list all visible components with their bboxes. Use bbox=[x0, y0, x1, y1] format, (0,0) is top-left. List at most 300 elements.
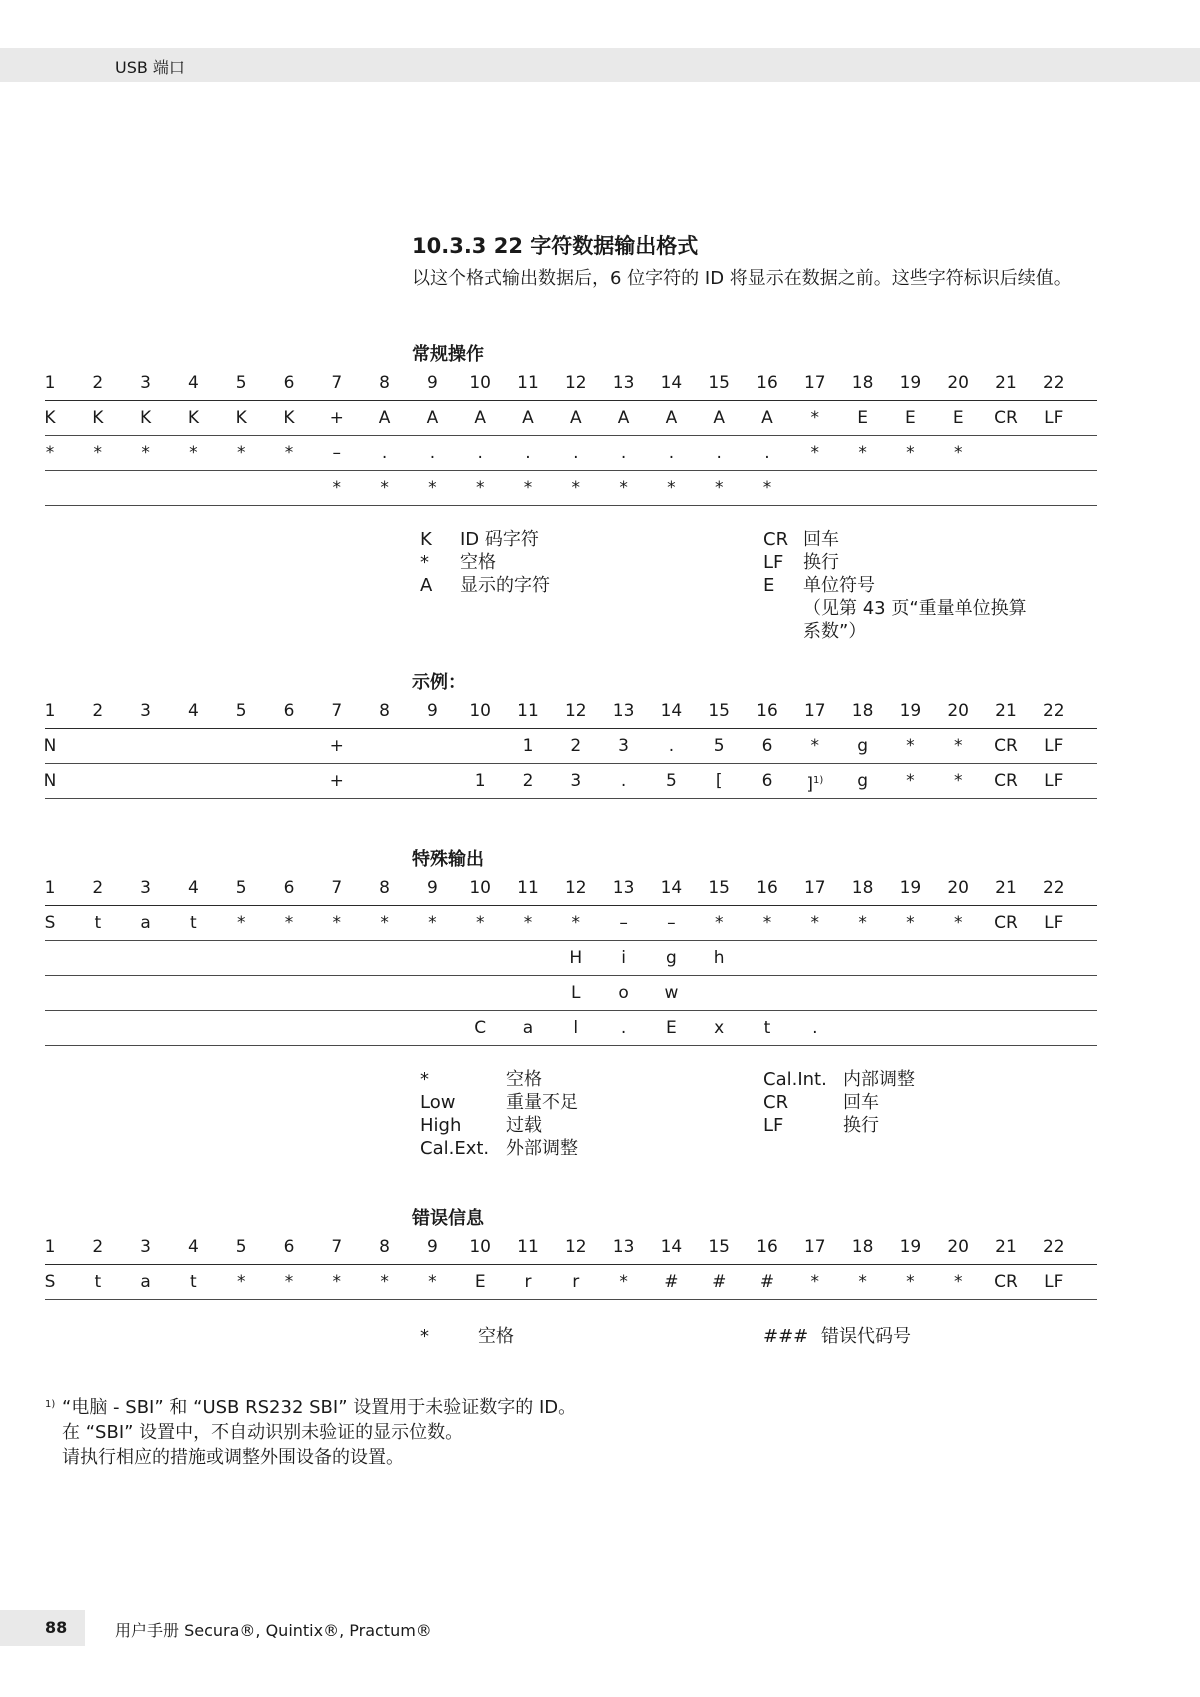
table-cell: * bbox=[380, 1272, 389, 1292]
table-cell: * bbox=[762, 913, 772, 933]
table-cell: * bbox=[810, 1272, 820, 1292]
special-output-heading: 特殊输出 bbox=[412, 849, 484, 870]
legend-key: High bbox=[420, 1115, 462, 1136]
table-cell: . bbox=[716, 443, 722, 463]
table-cell: K bbox=[283, 408, 295, 428]
table-cell: A bbox=[761, 408, 773, 428]
legend-row bbox=[763, 1325, 1093, 1348]
column-number: 11 bbox=[517, 701, 539, 721]
table-cell: * bbox=[858, 1272, 867, 1292]
table-cell: * bbox=[284, 443, 294, 463]
legend-value: 外部调整 bbox=[506, 1138, 578, 1159]
column-number: 8 bbox=[379, 878, 391, 898]
column-number: 13 bbox=[612, 1237, 635, 1257]
column-number: 5 bbox=[235, 373, 247, 393]
column-number: 1 bbox=[44, 878, 56, 898]
table-cell: A bbox=[378, 408, 391, 428]
table-cell: E bbox=[474, 1272, 486, 1292]
column-number: 14 bbox=[660, 701, 683, 721]
table-row bbox=[45, 764, 1097, 799]
column-number: 22 bbox=[1042, 701, 1065, 721]
table-cell: . bbox=[620, 771, 627, 791]
table-cell: o bbox=[618, 983, 629, 1003]
legend-value: 空格 bbox=[478, 1326, 514, 1347]
column-number: 19 bbox=[899, 878, 922, 898]
table-cell: . bbox=[477, 443, 483, 463]
column-number: 4 bbox=[187, 878, 199, 898]
table-header-row bbox=[45, 871, 1097, 906]
column-number: 10 bbox=[469, 878, 492, 898]
column-number: 19 bbox=[899, 373, 922, 393]
table-cell: * bbox=[953, 771, 963, 791]
column-number: 7 bbox=[331, 373, 343, 393]
legend-value: ID 码字符 bbox=[460, 529, 539, 550]
legend-row bbox=[763, 620, 1093, 643]
normal-operation-heading: 常规操作 bbox=[412, 344, 484, 365]
table-cell: E bbox=[857, 408, 868, 428]
column-number: 20 bbox=[947, 373, 970, 393]
column-number: 9 bbox=[426, 878, 438, 898]
normal-legend-left bbox=[420, 528, 720, 597]
table-cell: 5 bbox=[665, 771, 677, 791]
column-number: 18 bbox=[851, 373, 874, 393]
table-cell: # bbox=[664, 1272, 679, 1292]
normal-operation-table bbox=[45, 366, 1097, 506]
column-number: 19 bbox=[899, 1237, 922, 1257]
table-cell: * bbox=[236, 913, 246, 933]
table-cell: w bbox=[664, 983, 679, 1003]
table-row bbox=[45, 1265, 1097, 1300]
table-cell: * bbox=[428, 1272, 437, 1292]
table-cell: # bbox=[759, 1272, 775, 1292]
legend-key: CR bbox=[763, 529, 789, 550]
table-cell: i bbox=[621, 948, 626, 968]
legend-value: 换行 bbox=[843, 1115, 879, 1136]
legend-key: * bbox=[420, 552, 429, 573]
table-row bbox=[45, 471, 1097, 506]
normal-legend-right bbox=[763, 528, 1093, 643]
column-number: 8 bbox=[379, 373, 391, 393]
table-row bbox=[45, 401, 1097, 436]
table-cell: * bbox=[236, 1272, 246, 1292]
column-number: 20 bbox=[947, 1237, 970, 1257]
table-cell: K bbox=[140, 408, 152, 428]
column-number: 3 bbox=[140, 1237, 152, 1257]
column-number: 21 bbox=[995, 1237, 1017, 1257]
table-cell: * bbox=[762, 478, 772, 498]
table-cell: 1 bbox=[522, 736, 534, 756]
table-cell: . bbox=[381, 443, 388, 463]
column-number: 2 bbox=[92, 701, 104, 721]
legend-row bbox=[420, 1114, 720, 1137]
column-number: 7 bbox=[331, 878, 343, 898]
table-cell: * bbox=[953, 443, 963, 463]
footnote-line: 请执行相应的措施或调整外围设备的设置。 bbox=[62, 1447, 404, 1468]
table-cell: * bbox=[906, 443, 915, 463]
column-number: 12 bbox=[564, 701, 587, 721]
examples-table bbox=[45, 694, 1097, 799]
table-cell: K bbox=[92, 408, 104, 428]
column-number: 22 bbox=[1042, 1237, 1065, 1257]
column-number: 11 bbox=[517, 373, 539, 393]
table-cell: * bbox=[332, 913, 342, 933]
table-cell: – bbox=[667, 913, 676, 933]
table-cell: A bbox=[713, 408, 726, 428]
legend-row bbox=[420, 1325, 720, 1348]
legend-row bbox=[763, 597, 1093, 620]
table-cell: + bbox=[329, 771, 344, 791]
table-cell: 5 bbox=[713, 736, 725, 756]
column-number: 13 bbox=[612, 701, 635, 721]
legend-row bbox=[763, 1114, 1093, 1137]
column-number: 21 bbox=[995, 878, 1017, 898]
column-number: 14 bbox=[660, 878, 683, 898]
column-number: 1 bbox=[44, 701, 56, 721]
column-number: 2 bbox=[92, 1237, 104, 1257]
column-number: 12 bbox=[564, 1237, 587, 1257]
legend-row bbox=[420, 1137, 720, 1160]
table-cell: + bbox=[329, 408, 344, 428]
legend-value: 重量不足 bbox=[506, 1092, 578, 1113]
column-number: 6 bbox=[283, 701, 295, 721]
table-cell: . bbox=[620, 1018, 627, 1038]
table-cell: * bbox=[189, 443, 198, 463]
table-row bbox=[45, 941, 1097, 976]
column-number: 15 bbox=[708, 878, 731, 898]
table-cell: LF bbox=[1044, 736, 1064, 756]
column-number: 20 bbox=[947, 878, 970, 898]
table-cell: C bbox=[474, 1018, 487, 1038]
table-cell: r bbox=[572, 1272, 580, 1292]
table-cell: 2 bbox=[522, 771, 534, 791]
column-number: 16 bbox=[756, 373, 778, 393]
table-cell: [ bbox=[715, 771, 723, 791]
table-cell: * bbox=[284, 1272, 294, 1292]
table-cell: – bbox=[332, 443, 342, 463]
table-cell: h bbox=[713, 948, 725, 968]
legend-row bbox=[763, 1068, 1093, 1091]
table-cell: . bbox=[668, 443, 675, 463]
table-cell: – bbox=[619, 913, 628, 933]
table-cell: + bbox=[329, 736, 344, 756]
table-cell: * bbox=[953, 1272, 963, 1292]
table-cell: A bbox=[426, 408, 439, 428]
table-cell: CR bbox=[994, 771, 1018, 791]
legend-key: LF bbox=[763, 552, 784, 573]
table-cell: 3 bbox=[618, 736, 630, 756]
table-cell: * bbox=[619, 1272, 628, 1292]
column-number: 14 bbox=[660, 373, 683, 393]
legend-key: A bbox=[420, 575, 433, 596]
table-cell: * bbox=[810, 736, 820, 756]
column-number: 8 bbox=[379, 701, 391, 721]
legend-row bbox=[420, 1091, 720, 1114]
legend-value: 单位符号 bbox=[803, 575, 875, 596]
table-cell: E bbox=[905, 408, 916, 428]
special-legend-left bbox=[420, 1068, 720, 1160]
table-cell: * bbox=[810, 408, 820, 428]
column-number: 1 bbox=[44, 373, 56, 393]
column-number: 10 bbox=[469, 701, 492, 721]
table-cell: * bbox=[571, 913, 581, 933]
legend-key: ### bbox=[763, 1326, 809, 1347]
table-cell: . bbox=[429, 443, 436, 463]
table-cell: * bbox=[714, 913, 724, 933]
table-cell: * bbox=[619, 478, 628, 498]
column-number: 8 bbox=[379, 1237, 391, 1257]
table-cell: * bbox=[906, 913, 915, 933]
table-cell: N bbox=[43, 771, 57, 791]
column-number: 4 bbox=[187, 701, 199, 721]
table-cell: 2 bbox=[570, 736, 582, 756]
table-cell: * bbox=[906, 1272, 915, 1292]
column-number: 21 bbox=[995, 373, 1017, 393]
legend-value: 换行 bbox=[803, 552, 839, 573]
table-cell: LF bbox=[1044, 771, 1064, 791]
legend-key: CR bbox=[763, 1092, 789, 1113]
legend-key: Low bbox=[420, 1092, 456, 1113]
table-cell: * bbox=[714, 478, 724, 498]
column-number: 16 bbox=[756, 701, 778, 721]
table-cell: # bbox=[712, 1272, 727, 1292]
table-cell: * bbox=[332, 478, 342, 498]
column-number: 18 bbox=[851, 1237, 874, 1257]
column-number: 1 bbox=[44, 1237, 56, 1257]
column-number: 17 bbox=[803, 701, 826, 721]
table-cell: * bbox=[236, 443, 246, 463]
legend-value: 空格 bbox=[460, 552, 496, 573]
table-cell: * bbox=[906, 771, 915, 791]
table-cell: * bbox=[93, 443, 103, 463]
column-number: 11 bbox=[517, 1237, 539, 1257]
column-number: 6 bbox=[283, 878, 295, 898]
table-cell: LF bbox=[1044, 913, 1064, 933]
legend-key: * bbox=[420, 1326, 429, 1347]
table-cell: * bbox=[284, 913, 294, 933]
table-cell: 6 bbox=[761, 736, 773, 756]
running-footer: 用户手册 Secura®, Quintix®, Practum® bbox=[115, 1621, 432, 1640]
table-cell: * bbox=[523, 913, 533, 933]
table-cell: t bbox=[190, 913, 197, 933]
column-number: 6 bbox=[283, 373, 295, 393]
table-cell: E bbox=[666, 1018, 677, 1038]
legend-row bbox=[763, 551, 1093, 574]
table-cell: LF bbox=[1044, 1272, 1064, 1292]
table-cell: K bbox=[235, 408, 247, 428]
table-cell: * bbox=[428, 478, 437, 498]
legend-value: 内部调整 bbox=[843, 1069, 915, 1090]
error-info-heading: 错误信息 bbox=[412, 1208, 484, 1229]
table-cell: N bbox=[43, 736, 57, 756]
legend-value: 空格 bbox=[506, 1069, 542, 1090]
table-row bbox=[45, 1011, 1097, 1046]
error-legend-left bbox=[420, 1325, 720, 1348]
table-cell: * bbox=[953, 736, 963, 756]
table-cell: a bbox=[522, 1018, 534, 1038]
table-cell: a bbox=[140, 1272, 151, 1292]
table-cell: * bbox=[141, 443, 150, 463]
table-cell: H bbox=[569, 948, 583, 968]
section-intro: 以这个格式输出数据后，6 位字符的 ID 将显示在数据之前。这些字符标识后续值。 bbox=[412, 268, 1072, 289]
table-cell: * bbox=[380, 478, 389, 498]
table-header-row bbox=[45, 366, 1097, 401]
table-cell: x bbox=[714, 1018, 725, 1038]
footnote bbox=[45, 1395, 576, 1470]
column-number: 12 bbox=[564, 373, 587, 393]
table-cell: . bbox=[525, 443, 531, 463]
table-cell: CR bbox=[994, 913, 1018, 933]
table-cell: K bbox=[44, 408, 56, 428]
legend-row bbox=[763, 1091, 1093, 1114]
special-output-table bbox=[45, 871, 1097, 1046]
table-cell: * bbox=[858, 913, 867, 933]
table-cell: A bbox=[617, 408, 630, 428]
legend-row bbox=[763, 574, 1093, 597]
table-cell: t bbox=[190, 1272, 197, 1292]
legend-key: Cal.Int. bbox=[763, 1069, 827, 1090]
table-cell: K bbox=[187, 408, 199, 428]
table-cell: * bbox=[810, 443, 820, 463]
table-cell: t bbox=[94, 913, 102, 933]
table-cell: g bbox=[857, 771, 868, 791]
error-legend-right bbox=[763, 1325, 1093, 1348]
table-cell: A bbox=[474, 408, 487, 428]
column-number: 16 bbox=[756, 878, 778, 898]
table-cell: 1 bbox=[474, 771, 486, 791]
page-number: 88 bbox=[45, 1618, 68, 1637]
column-number: 12 bbox=[564, 878, 587, 898]
legend-value: 系数”） bbox=[803, 621, 867, 642]
table-cell: r bbox=[524, 1272, 532, 1292]
table-cell: . bbox=[764, 443, 770, 463]
column-number: 3 bbox=[140, 373, 152, 393]
column-number: 6 bbox=[283, 1237, 295, 1257]
table-cell: E bbox=[952, 408, 964, 428]
column-number: 17 bbox=[803, 1237, 826, 1257]
table-cell: * bbox=[428, 913, 437, 933]
column-number: 17 bbox=[803, 878, 826, 898]
legend-key: Cal.Ext. bbox=[420, 1138, 490, 1159]
column-number: 4 bbox=[187, 1237, 199, 1257]
running-header: USB 端口 bbox=[115, 58, 185, 77]
column-number: 19 bbox=[899, 701, 922, 721]
column-number: 3 bbox=[140, 878, 152, 898]
table-cell: * bbox=[667, 478, 676, 498]
column-number: 18 bbox=[851, 878, 874, 898]
table-cell: g bbox=[857, 736, 868, 756]
table-cell: CR bbox=[994, 1272, 1018, 1292]
column-number: 5 bbox=[235, 1237, 247, 1257]
table-cell: 6 bbox=[761, 771, 773, 791]
table-cell: CR bbox=[994, 408, 1018, 428]
column-number: 10 bbox=[469, 373, 492, 393]
legend-row bbox=[420, 574, 720, 597]
table-cell: L bbox=[571, 983, 581, 1003]
footnote-line: “电脑 - SBI” 和 “USB RS232 SBI” 设置用于未验证数字的 ID。 bbox=[62, 1397, 577, 1418]
column-number: 3 bbox=[140, 701, 152, 721]
footnote-ref: 1) bbox=[812, 775, 824, 786]
table-cell: * bbox=[953, 913, 963, 933]
legend-key: LF bbox=[763, 1115, 784, 1136]
table-cell: . bbox=[573, 443, 579, 463]
table-cell: . bbox=[668, 736, 675, 756]
section-title: 10.3.3 22 字符数据输出格式 bbox=[412, 234, 699, 258]
column-number: 16 bbox=[756, 1237, 778, 1257]
column-number: 9 bbox=[426, 701, 438, 721]
error-info-table bbox=[45, 1230, 1097, 1300]
table-row bbox=[45, 729, 1097, 764]
column-number: 5 bbox=[235, 878, 247, 898]
table-cell: * bbox=[475, 913, 485, 933]
column-number: 4 bbox=[187, 373, 199, 393]
column-number: 7 bbox=[331, 701, 343, 721]
table-cell: * bbox=[906, 736, 915, 756]
column-number: 13 bbox=[612, 878, 635, 898]
table-cell: A bbox=[665, 408, 678, 428]
special-legend-right bbox=[763, 1068, 1093, 1137]
table-cell: t bbox=[94, 1272, 102, 1292]
table-cell: S bbox=[44, 1272, 56, 1292]
table-cell: A bbox=[569, 408, 582, 428]
column-number: 17 bbox=[803, 373, 826, 393]
column-number: 2 bbox=[92, 373, 104, 393]
table-cell: A bbox=[522, 408, 534, 428]
column-number: 13 bbox=[612, 373, 635, 393]
table-cell: S bbox=[44, 913, 56, 933]
column-number: 2 bbox=[92, 878, 104, 898]
column-number: 10 bbox=[469, 1237, 492, 1257]
column-number: 21 bbox=[995, 701, 1017, 721]
column-number: 22 bbox=[1042, 878, 1065, 898]
legend-value: 显示的字符 bbox=[460, 575, 550, 596]
column-number: 18 bbox=[851, 701, 874, 721]
legend-value: 过载 bbox=[506, 1115, 542, 1136]
legend-key: * bbox=[420, 1069, 429, 1090]
table-cell: * bbox=[45, 443, 55, 463]
legend-key: E bbox=[763, 575, 775, 596]
table-cell: * bbox=[380, 913, 389, 933]
column-number: 7 bbox=[331, 1237, 343, 1257]
table-cell: 3 bbox=[570, 771, 582, 791]
column-number: 22 bbox=[1042, 373, 1065, 393]
table-cell: * bbox=[571, 478, 581, 498]
table-cell: t bbox=[763, 1018, 771, 1038]
footnote-mark: 1) bbox=[45, 1399, 56, 1410]
footer-band bbox=[0, 1610, 85, 1646]
table-cell: a bbox=[140, 913, 151, 933]
table-cell: * bbox=[475, 478, 485, 498]
table-row bbox=[45, 436, 1097, 471]
table-row bbox=[45, 976, 1097, 1011]
column-number: 11 bbox=[517, 878, 539, 898]
table-cell: * bbox=[523, 478, 533, 498]
legend-row bbox=[420, 551, 720, 574]
table-cell: . bbox=[620, 443, 627, 463]
column-number: 9 bbox=[426, 373, 438, 393]
legend-row bbox=[420, 1068, 720, 1091]
column-number: 5 bbox=[235, 701, 247, 721]
legend-value: 回车 bbox=[843, 1092, 879, 1113]
table-cell: CR bbox=[994, 736, 1018, 756]
table-cell: * bbox=[858, 443, 867, 463]
column-number: 14 bbox=[660, 1237, 683, 1257]
column-number: 15 bbox=[708, 701, 731, 721]
table-cell: ]$^{1)}$ bbox=[806, 774, 824, 795]
examples-heading: 示例： bbox=[412, 672, 466, 693]
table-header-row bbox=[45, 694, 1097, 729]
table-cell: . bbox=[812, 1018, 818, 1038]
legend-value: 错误代码号 bbox=[821, 1326, 911, 1347]
